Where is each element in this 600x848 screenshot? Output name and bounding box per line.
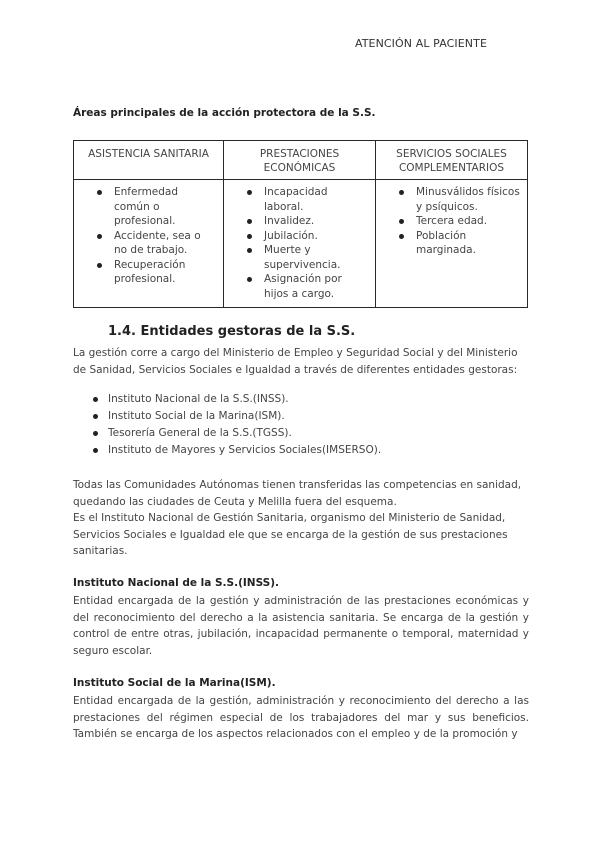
- column-header-servicios: SERVICIOS SOCIALES COMPLEMENTARIOS: [376, 141, 528, 180]
- subheading-entidades-gestoras: 1.4. Entidades gestoras de la S.S.: [108, 324, 356, 339]
- list-item: Incapacidad laboral.: [264, 185, 369, 214]
- list-item: Enfermedad común o profesional.: [114, 185, 217, 229]
- paragraph-ingesa: Es el Instituto Nacional de Gestión Sanitaria, organismo del Ministerio de Sanidad, Servicios Sociales e Igualdad ele que se encarga de la gestión de sus prestaciones sanitarias.: [73, 512, 508, 557]
- list-item: Jubilación.: [264, 229, 369, 244]
- inss-paragraph: Entidad encargada de la gestión y administración de las prestaciones económicas y del reconocimiento del derecho a la asistencia sanitaria. Se encarga de la gestión y control de entre otras, jubilación, incapacidad permanente o temporal, maternidad y seguro escolar.: [73, 595, 529, 657]
- ism-paragraph: Entidad encargada de la gestión, administración y reconocimiento del derecho a las prestaciones del régimen especial de los trabajadores del mar y sus beneficios. También se encarga de los aspectos relacionados con el empleo y de la promoción y: [73, 695, 529, 740]
- page-header: ATENCIÓN AL PACIENTE: [354, 37, 487, 50]
- column-header-prestaciones: PRESTACIONES ECONÓMICAS: [224, 141, 376, 180]
- list-item: Accidente, sea o no de trabajo.: [114, 229, 217, 258]
- column-header-asistencia: ASISTENCIA SANITARIA: [74, 141, 224, 180]
- inss-title: Instituto Nacional de la S.S.(INSS).: [73, 577, 280, 589]
- entities-list: [73, 391, 381, 459]
- list-item: Invalidez.: [264, 214, 369, 229]
- list-item: Instituto de Mayores y Servicios Sociales(IMSERSO).: [73, 442, 381, 459]
- intro-paragraph: La gestión corre a cargo del Ministerio de Empleo y Seguridad Social y del Ministerio de Sanidad, Servicios Sociales e Igualdad a través de diferentes entidades gestoras:: [73, 347, 518, 376]
- list-item: Tesorería General de la S.S.(TGSS).: [73, 425, 381, 442]
- list-item: Tercera edad.: [416, 214, 521, 229]
- table-cell-asistencia: [74, 180, 224, 308]
- section-title: Áreas principales de la acción protectora de la S.S.: [73, 107, 376, 119]
- protection-areas-table: [73, 140, 528, 308]
- list-item: Muerte y supervivencia.: [264, 243, 369, 272]
- ism-title: Instituto Social de la Marina(ISM).: [73, 677, 276, 689]
- list-item: Instituto Social de la Marina(ISM).: [73, 408, 381, 425]
- list-item: Minusválidos físicos y psíquicos.: [416, 186, 520, 213]
- list-item: Población marginada.: [416, 229, 521, 258]
- table-header-row: [74, 141, 528, 180]
- table-row: [74, 180, 528, 308]
- list-item: Recuperación profesional.: [114, 258, 217, 287]
- table-cell-servicios: [376, 180, 528, 308]
- list-item: Instituto Nacional de la S.S.(INSS).: [73, 391, 381, 408]
- table-cell-prestaciones: [224, 180, 376, 308]
- paragraph-comunidades: Todas las Comunidades Autónomas tienen transferidas las competencias en sanidad, quedando las ciudades de Ceuta y Melilla fuera del esquema.: [73, 479, 522, 508]
- list-item: Asignación por hijos a cargo.: [264, 272, 369, 301]
